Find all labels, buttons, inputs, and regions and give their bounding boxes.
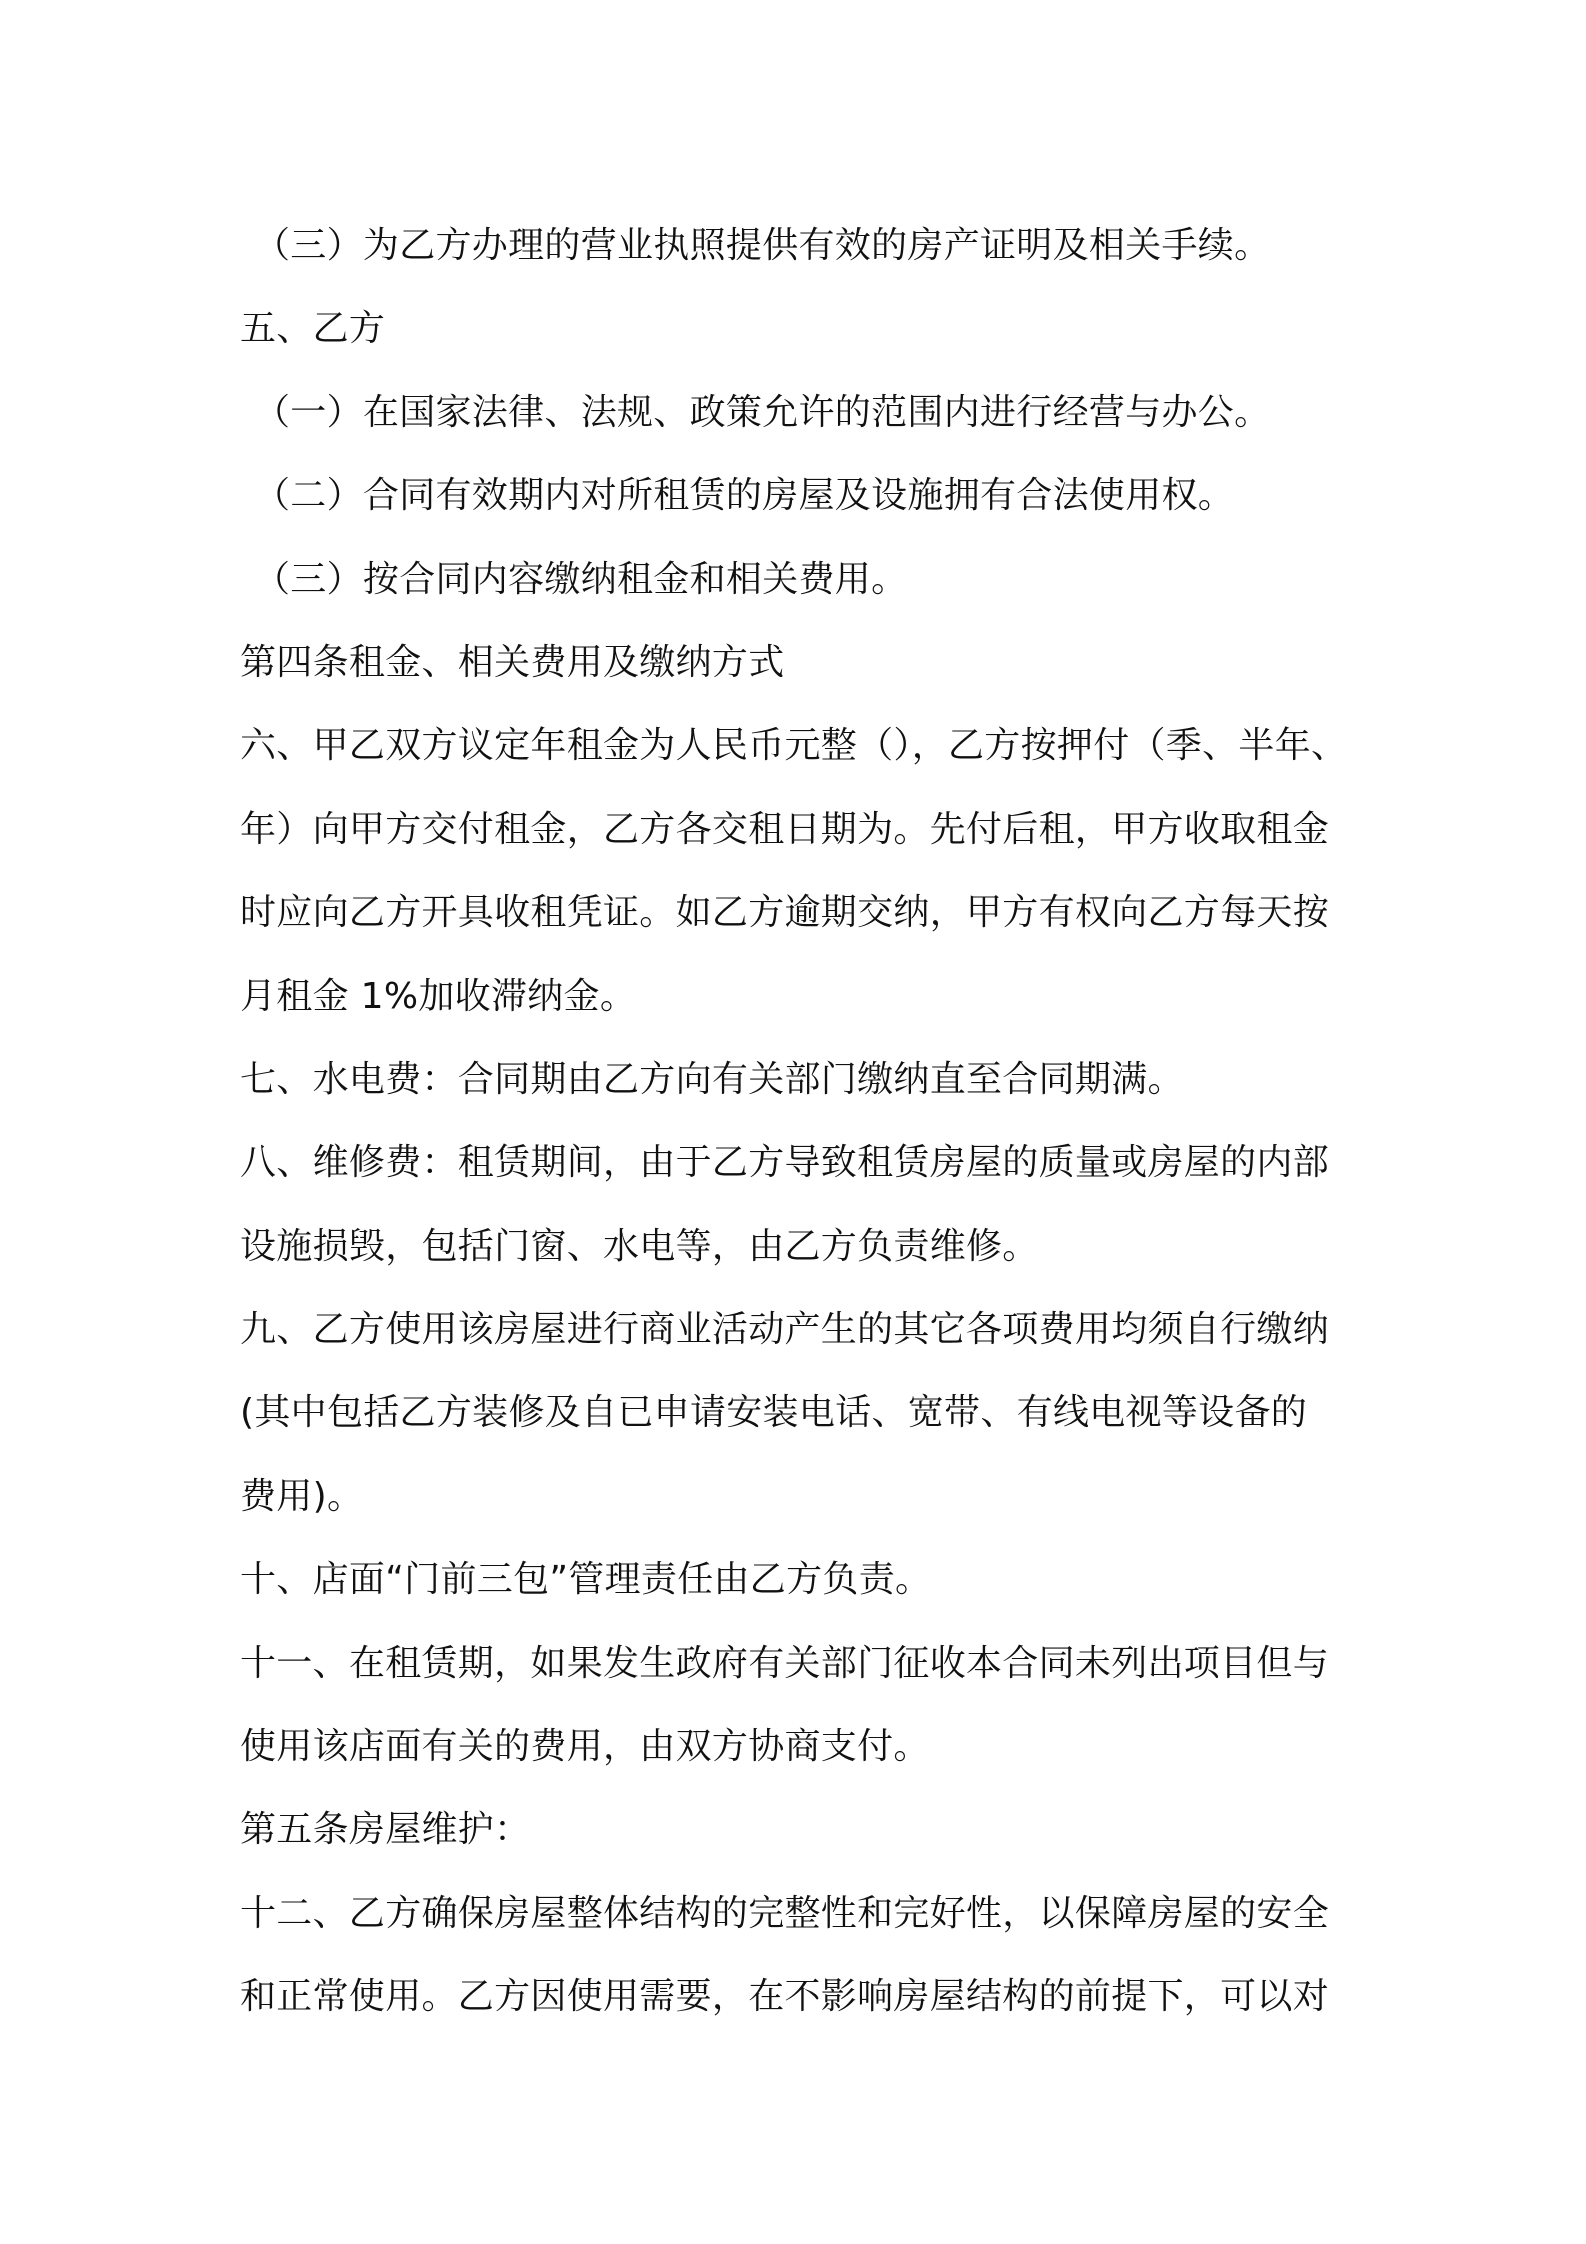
- text-line: 费用)。: [240, 1475, 364, 1517]
- text-line: 使用该店面有关的费用，由双方协商支付。: [240, 1726, 930, 1768]
- text-line: 七、水电费：合同期由乙方向有关部门缴纳直至合同期满。: [240, 1058, 1184, 1100]
- text-line: 月租金 1%加收滞纳金。: [240, 975, 637, 1017]
- text-line: (其中包括乙方装修及自已申请安装电话、宽带、有线电视等设备的: [240, 1392, 1308, 1434]
- text-line: 和正常使用。乙方因使用需要，在不影响房屋结构的前提下，可以对: [240, 1976, 1330, 2018]
- text-line: （二）合同有效期内对所租赁的房屋及设施拥有合法使用权。: [254, 475, 1235, 517]
- text-line: 九、乙方使用该房屋进行商业活动产生的其它各项费用均须自行缴纳: [240, 1309, 1330, 1351]
- text-line: 十二、乙方确保房屋整体结构的完整性和完好性，以保障房屋的安全: [240, 1892, 1330, 1934]
- text-line: 设施损毁，包括门窗、水电等，由乙方负责维修。: [240, 1225, 1039, 1267]
- text-line: 十一、在租赁期，如果发生政府有关部门征收本合同未列出项目但与: [240, 1642, 1330, 1684]
- text-line: 八、维修费：租赁期间，由于乙方导致租赁房屋的质量或房屋的内部: [240, 1142, 1330, 1184]
- text-line: 六、甲乙双方议定年租金为人民币元整（），乙方按押付（季、半年、: [240, 725, 1348, 767]
- text-line: 年）向甲方交付租金，乙方各交租日期为。先付后租，甲方收取租金: [240, 808, 1330, 850]
- text-line: 第五条房屋维护：: [240, 1809, 531, 1851]
- text-line: 十、店面“门前三包”管理责任由乙方负责。: [240, 1559, 932, 1601]
- text-line: 五、乙方: [240, 308, 386, 350]
- text-line: 时应向乙方开具收租凭证。如乙方逾期交纳，甲方有权向乙方每天按: [240, 892, 1330, 934]
- text-line: （三）为乙方办理的营业执照提供有效的房产证明及相关手续。: [254, 225, 1271, 266]
- text-line: （一）在国家法律、法规、政策允许的范围内进行经营与办公。: [254, 391, 1271, 433]
- text-line: 第四条租金、相关费用及缴纳方式: [240, 641, 785, 683]
- document-body: [240, 204, 1370, 2039]
- text-line: （三）按合同内容缴纳租金和相关费用。: [254, 558, 908, 600]
